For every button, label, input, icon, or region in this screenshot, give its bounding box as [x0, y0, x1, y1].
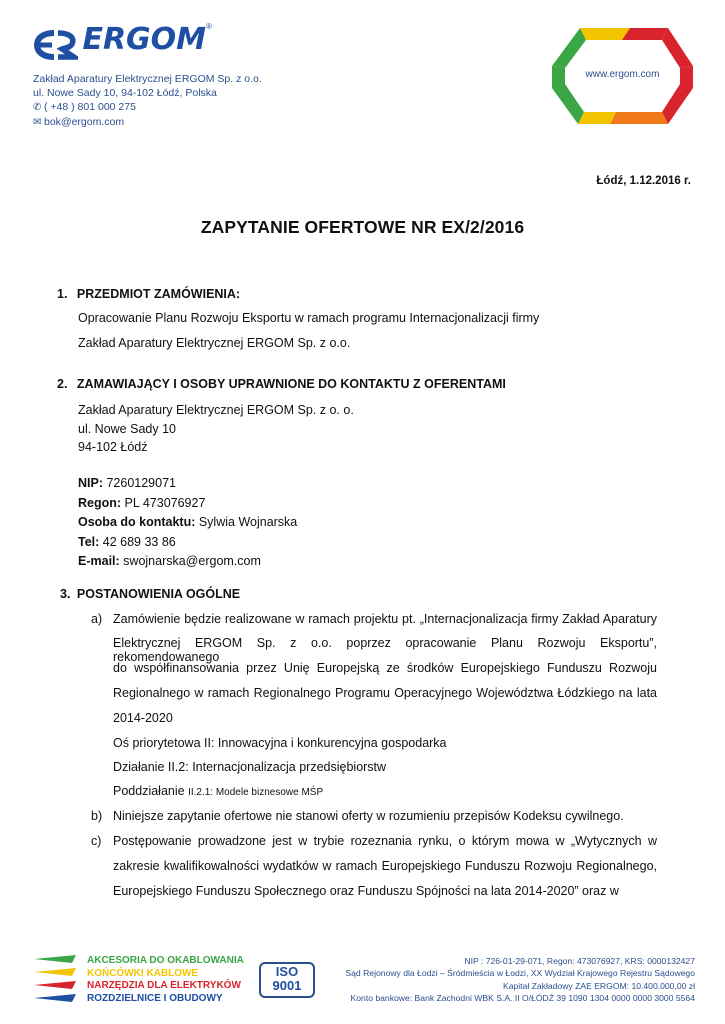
list-item-a-line: Zamówienie będzie realizowane w ramach projektu pt. „Internacjonalizacja firmy Zakład Aparatury [113, 612, 657, 626]
category-item: ROZDZIELNICE I OBUDOWY [87, 992, 223, 1004]
section-title: POSTANOWIENIA OGÓLNE [76, 587, 241, 601]
company-name: Zakład Aparatury Elektrycznej ERGOM Sp. z o.o. [33, 73, 262, 85]
section-number: 1. [57, 287, 68, 301]
list-marker-b: b) [91, 809, 103, 823]
category-item: NARZĘDZIA DLA ELEKTRYKÓW [87, 980, 241, 992]
section-1-heading [57, 287, 240, 301]
category-item: AKCESORIA DO OKABLOWANIA [87, 955, 244, 966]
list-item-a-line: Regionalnego w ramach Regionalnego Programu Operacyjnego Województwa Łódzkiego na lata [113, 686, 657, 700]
section-number: 3. [60, 587, 71, 601]
address-line: ul. Nowe Sady 10 [78, 421, 176, 436]
section-1-line: Opracowanie Planu Rozwoju Eksportu w ramach programu Internacjonalizacji firmy [78, 311, 540, 325]
legal-line: Konto bankowe: Bank Zachodni WBK S.A. II O/ŁÓDŹ 39 1090 1304 0000 0000 3000 5564 [350, 993, 695, 1004]
list-item-c-line: Postępowanie prowadzone jest w trybie rozeznania rynku, o którym mowa w „Wytycznych w [113, 834, 657, 848]
address-line: Zakład Aparatury Elektrycznej ERGOM Sp. z o. o. [78, 403, 354, 417]
orderer-details [78, 474, 297, 572]
orderer-address [78, 401, 354, 457]
list-item-c-line: Europejskiego Funduszu Społecznego oraz Funduszu Spójności na lata 2014-2020” oraz w [113, 884, 619, 898]
email-row[interactable]: E-mail: swojnarska@ergom.com [78, 554, 261, 568]
company-contact [33, 72, 353, 130]
legal-line: NIP : 726-01-29-071, Regon: 473076927, KRS: 0000132427 [464, 956, 695, 966]
legal-info [315, 955, 695, 1005]
website-badge[interactable] [550, 26, 695, 126]
company-address: ul. Nowe Sady 10, 94-102 Łódź, Polska [33, 87, 217, 99]
regon-row: Regon: PL 473076927 [78, 495, 206, 510]
website-url[interactable]: www.ergom.com [585, 69, 660, 80]
section-number: 2. [57, 377, 68, 391]
footer-arrows [32, 955, 80, 1003]
company-phone: ✆ ( +48 ) 801 000 275 [33, 101, 136, 113]
document-date: Łódź, 1.12.2016 r. [596, 175, 691, 187]
list-item-a-line: Elektrycznej ERGOM Sp. z o.o. poprzez opracowanie Planu Rozwoju Eksportu”, rekomendowanego [113, 636, 657, 664]
measure: Działanie II.2: Internacjonalizacja przedsiębiorstw [113, 760, 387, 774]
list-item-c-line: zakresie kwalifikowalności wydatków w ramach Europejskiego Funduszu Rozwoju Regionalnego, [113, 859, 657, 873]
section-2-heading [57, 377, 506, 391]
category-item: KOŃCÓWKI KABLOWE [87, 967, 199, 979]
document-title: ZAPYTANIE OFERTOWE NR EX/2/2016 [200, 217, 525, 237]
list-item-b-line: Niniejsze zapytanie ofertowe nie stanowi oferty w rozumieniu przepisów Kodeksu cywilnego. [113, 809, 624, 823]
section-3-heading [60, 587, 240, 601]
nip-row: NIP: 7260129071 [78, 476, 176, 490]
ergom-logo [34, 22, 212, 60]
company-email[interactable]: ✉ bok@ergom.com [33, 116, 125, 128]
envelope-icon: ✉ [33, 117, 42, 128]
ergom-emblem-icon [34, 28, 78, 62]
section-title: PRZEDMIOT ZAMÓWIENIA: [76, 287, 241, 301]
product-arrows-icon [32, 955, 80, 1003]
list-marker-c: c) [91, 834, 102, 848]
address-line: 94-102 Łódź [78, 440, 148, 454]
list-item-a-line: do współfinansowania przez Unię Europejską ze środków Europejskiego Funduszu Rozwoju [113, 661, 657, 675]
sub-measure: Poddziałanie II.2.1: Modele biznesowe MŚP [113, 784, 324, 798]
product-categories [87, 955, 244, 1005]
logo-registered-mark: ® [206, 22, 212, 31]
iso-number: 9001 [272, 978, 302, 993]
legal-line: Kapitał Zakładowy ZAE ERGOM: 10.400.000,00 zł [502, 980, 695, 991]
tel-row: Tel: 42 689 33 86 [78, 534, 176, 549]
list-marker-a: a) [91, 612, 103, 626]
legal-line: Sąd Rejonowy dla Łodzi – Śródmieścia w Łodzi, XX Wydział Krajowego Rejestru Sądowego [345, 968, 695, 979]
contact-person-row: Osoba do kontaktu: Sylwia Wojnarska [78, 515, 298, 529]
priority-axis: Oś priorytetowa II: Innowacyjna i konkurencyjna gospodarka [113, 736, 447, 750]
phone-icon: ✆ [33, 102, 42, 113]
logo-text: ERGOM [82, 22, 207, 57]
section-title: ZAMAWIAJĄCY I OSOBY UPRAWNIONE DO KONTAKTU Z OFERENTAMI [76, 377, 506, 391]
section-1-line: Zakład Aparatury Elektrycznej ERGOM Sp. z o.o. [78, 336, 351, 350]
iso-badge [259, 962, 315, 998]
list-item-a-line: 2014-2020 [113, 711, 173, 725]
iso-label: ISO [275, 964, 299, 979]
